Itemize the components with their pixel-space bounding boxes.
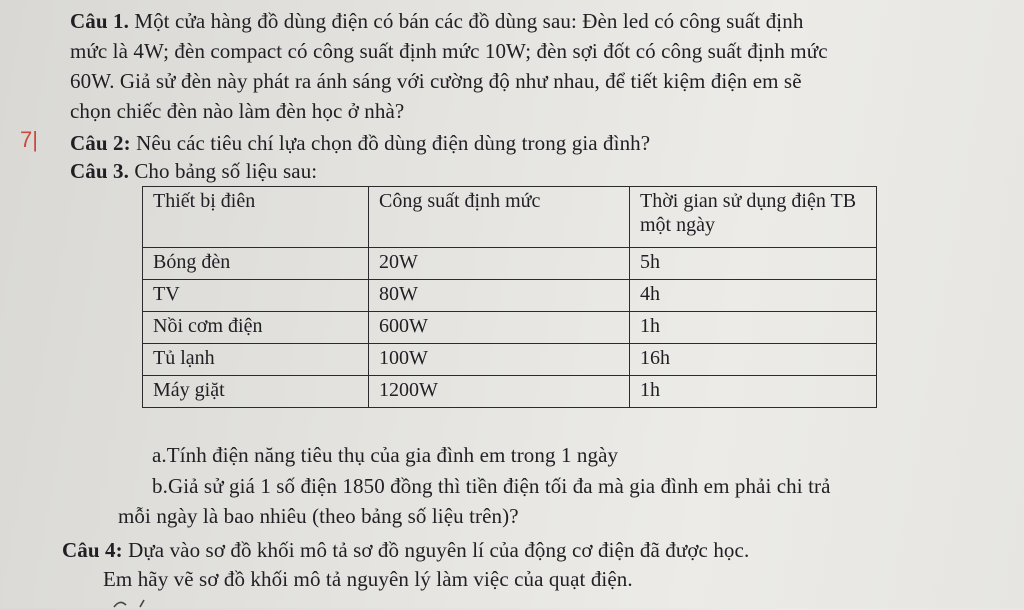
q1-line-1: [70, 8, 803, 34]
table-cell: 4h: [630, 280, 877, 312]
q1-text-1: Một cửa hàng đồ dùng điện có bán các đồ dùng sau: Đèn led có công suất định: [134, 9, 804, 33]
q3a-text: a.Tính điện năng tiêu thụ của gia đình em trong 1 ngày: [152, 443, 619, 467]
table-cell: Tủ lạnh: [143, 344, 369, 376]
q3-label: Câu 3.: [70, 159, 129, 183]
table-cell: 1h: [630, 312, 877, 344]
table-cell: Bóng đèn: [143, 248, 369, 280]
table-cell: Nồi cơm điện: [143, 312, 369, 344]
q2-line: [70, 130, 650, 156]
q4-label: Câu 4:: [62, 538, 123, 562]
table-row: [143, 248, 877, 280]
margin-handwritten-mark: 7|: [20, 127, 38, 152]
data-table: [142, 186, 877, 408]
table-cell: 1h: [630, 376, 877, 408]
table-row: [143, 312, 877, 344]
q3-text: Cho bảng số liệu sau:: [134, 159, 318, 183]
table-cell: 20W: [369, 248, 630, 280]
q2-text: Nêu các tiêu chí lựa chọn đồ dùng điện dùng trong gia đình?: [136, 131, 651, 155]
table-header-time: Thời gian sử dụng điện TB một ngày: [630, 187, 877, 248]
q3-line: [70, 158, 317, 184]
table-cell: 600W: [369, 312, 630, 344]
table-header-row: [143, 187, 877, 248]
table-header-device: Thiết bị điên: [143, 187, 369, 248]
q3b-line-1: b.Giả sử giá 1 số điện 1850 đồng thì tiền điện tối đa mà gia đình em phải chi trả: [152, 474, 831, 498]
table-cell: Máy giặt: [143, 376, 369, 408]
table-cell: 80W: [369, 280, 630, 312]
q4-line-2: Em hãy vẽ sơ đồ khối mô tả nguyên lý làm việc của quạt điện.: [103, 567, 633, 591]
q4-text-1: Dựa vào sơ đồ khối mô tả sơ đồ nguyên lí của động cơ điện đã được học.: [128, 538, 750, 562]
table-cell: 100W: [369, 344, 630, 376]
q1-line-2: mức là 4W; đèn compact có công suất định mức 10W; đèn sợi đốt có công suất định mức: [70, 39, 828, 63]
table-row: [143, 376, 877, 408]
q4-line-1: [62, 537, 749, 563]
table-row: [143, 280, 877, 312]
table-cell: 1200W: [369, 376, 630, 408]
q3b-line-2: mỗi ngày là bao nhiêu (theo bảng số liệu trên)?: [118, 504, 519, 528]
table-cell: 5h: [630, 248, 877, 280]
table-cell: TV: [143, 280, 369, 312]
q1-line-3: 60W. Giả sử đèn này phát ra ánh sáng với cường độ như nhau, để tiết kiệm điện em sẽ: [70, 69, 802, 93]
table-row: [143, 344, 877, 376]
table-cell: 16h: [630, 344, 877, 376]
q1-line-4: chọn chiếc đèn nào làm đèn học ở nhà?: [70, 99, 405, 123]
q2-label: Câu 2:: [70, 131, 131, 155]
table-header-power: Công suất định mức: [369, 187, 630, 248]
q1-label: Câu 1.: [70, 9, 129, 33]
